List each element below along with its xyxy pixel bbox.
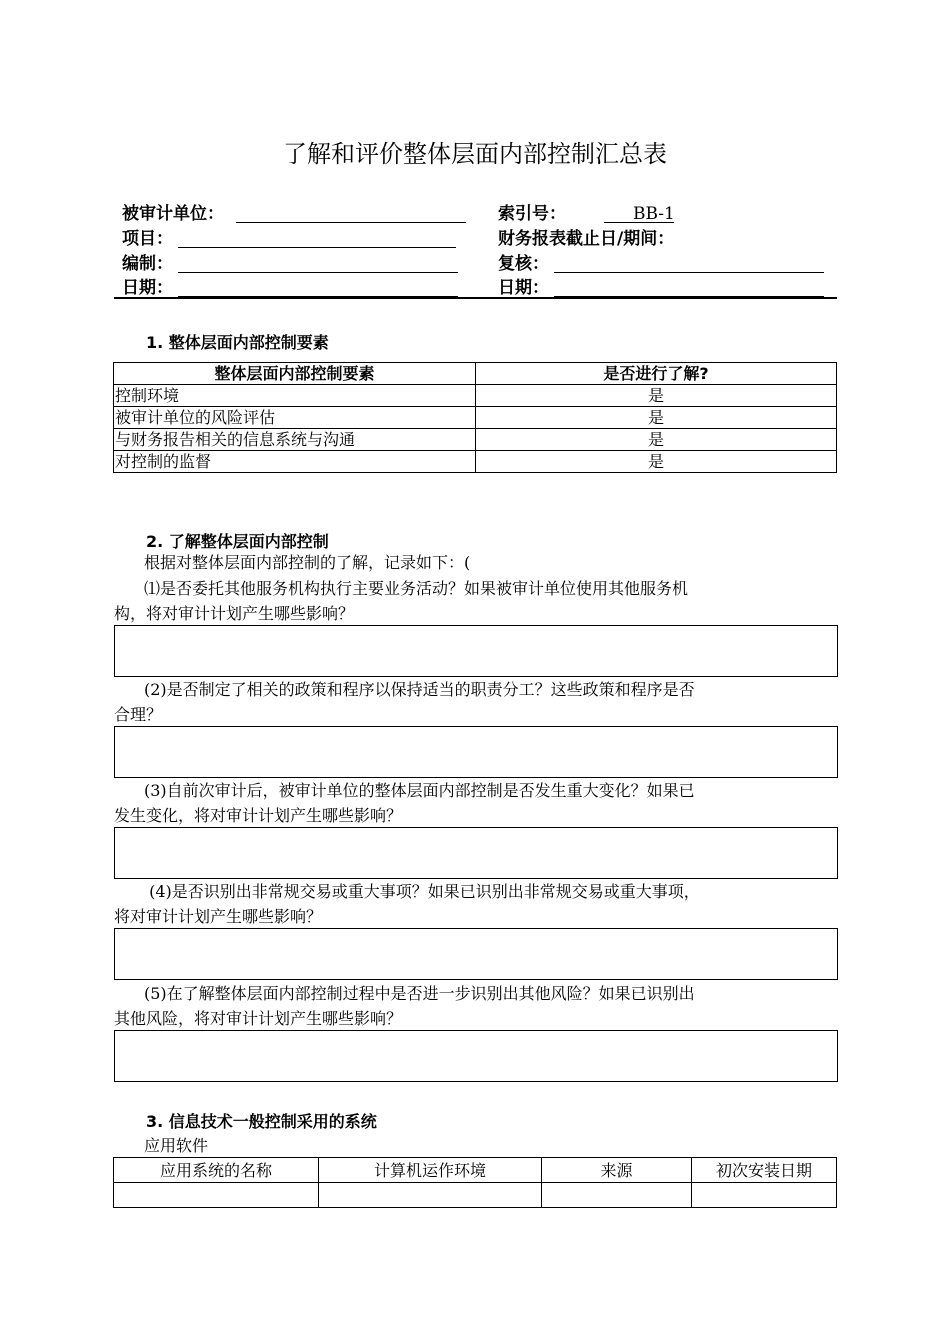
answer-box-5[interactable]: [114, 1030, 838, 1082]
index-label: 索引号：: [498, 204, 566, 224]
question-3-line1: (3)自前次审计后，被审计单位的整体层面内部控制是否发生重大变化？如果已: [144, 781, 695, 800]
answer-box-4[interactable]: [114, 928, 838, 980]
table-row: [114, 1183, 837, 1208]
column-header-element: 整体层面内部控制要素: [114, 363, 476, 385]
section3-subheading: 应用软件: [144, 1136, 209, 1155]
column-header-install-date: 初次安装日期: [692, 1158, 837, 1183]
application-software-table: [113, 1157, 837, 1208]
section3-heading: 3. 信息技术一般控制采用的系统: [146, 1112, 377, 1131]
header-divider: [114, 297, 837, 299]
date-right-label: 日期：: [498, 278, 549, 298]
table-header-row: [114, 1158, 837, 1183]
table-row: [114, 429, 837, 451]
question-4-line1: (4)是否识别出非常规交易或重大事项？如果已识别出非常规交易或重大事项，: [144, 882, 700, 901]
prepared-by-label: 编制：: [122, 254, 173, 274]
environment-cell[interactable]: [319, 1183, 542, 1208]
table-row: [114, 407, 837, 429]
question-2-line2: 合理？: [114, 705, 163, 724]
question-4: [114, 879, 840, 929]
source-cell[interactable]: [542, 1183, 692, 1208]
table-header-row: [114, 363, 837, 385]
reviewed-by-label: 复核：: [498, 254, 549, 274]
question-3-line2: 发生变化，将对审计计划产生哪些影响？: [114, 806, 403, 825]
audited-unit-field[interactable]: [236, 222, 466, 223]
answer-box-1[interactable]: [114, 625, 838, 677]
question-5-line2: 其他风险，将对审计计划产生哪些影响？: [114, 1009, 403, 1028]
element-cell: 与财务报告相关的信息系统与沟通: [114, 429, 476, 451]
section1-heading: 1. 整体层面内部控制要素: [146, 333, 329, 352]
system-name-cell[interactable]: [114, 1183, 319, 1208]
table-row: [114, 451, 837, 473]
answer-box-2[interactable]: [114, 726, 838, 778]
page-title: 了解和评价整体层面内部控制汇总表: [283, 140, 667, 168]
audited-unit-label: 被审计单位：: [122, 204, 224, 224]
install-date-cell[interactable]: [692, 1183, 837, 1208]
question-2-line1: (2)是否制定了相关的政策和程序以保持适当的职责分工？这些政策和程序是否: [144, 680, 695, 699]
table-row: [114, 385, 837, 407]
understood-cell[interactable]: 是: [476, 429, 837, 451]
question-1-line2: 构，将对审计计划产生哪些影响？: [114, 604, 355, 623]
section2-intro: 根据对整体层面内部控制的了解，记录如下：(: [144, 553, 471, 572]
understood-cell[interactable]: 是: [476, 451, 837, 473]
question-4-line2: 将对审计计划产生哪些影响？: [114, 907, 323, 926]
answer-box-3[interactable]: [114, 827, 838, 879]
reviewed-by-field[interactable]: [554, 272, 824, 273]
column-header-environment: 计算机运作环境: [319, 1158, 542, 1183]
column-header-source: 来源: [542, 1158, 692, 1183]
period-label: 财务报表截止日/期间：: [498, 229, 675, 249]
question-1-line1: ⑴是否委托其他服务机构执行主要业务活动？如果被审计单位使用其他服务机: [144, 579, 689, 598]
question-2: [114, 677, 840, 727]
date-left-label: 日期：: [122, 278, 173, 298]
project-label: 项目：: [122, 229, 173, 249]
column-header-system-name: 应用系统的名称: [114, 1158, 319, 1183]
control-elements-table: [113, 362, 837, 473]
question-5-line1: (5)在了解整体层面内部控制过程中是否进一步识别出其他风险？如果已识别出: [144, 984, 695, 1003]
prepared-by-field[interactable]: [178, 272, 458, 273]
index-value: BB-1: [633, 204, 675, 224]
question-1: [114, 576, 840, 626]
question-3: [114, 778, 840, 828]
understood-cell[interactable]: 是: [476, 407, 837, 429]
understood-cell[interactable]: 是: [476, 385, 837, 407]
project-field[interactable]: [178, 247, 456, 248]
section2-heading: 2. 了解整体层面内部控制: [146, 532, 329, 551]
question-5: [114, 981, 840, 1031]
element-cell: 被审计单位的风险评估: [114, 407, 476, 429]
element-cell: 控制环境: [114, 385, 476, 407]
column-header-understood: 是否进行了解?: [476, 363, 837, 385]
element-cell: 对控制的监督: [114, 451, 476, 473]
